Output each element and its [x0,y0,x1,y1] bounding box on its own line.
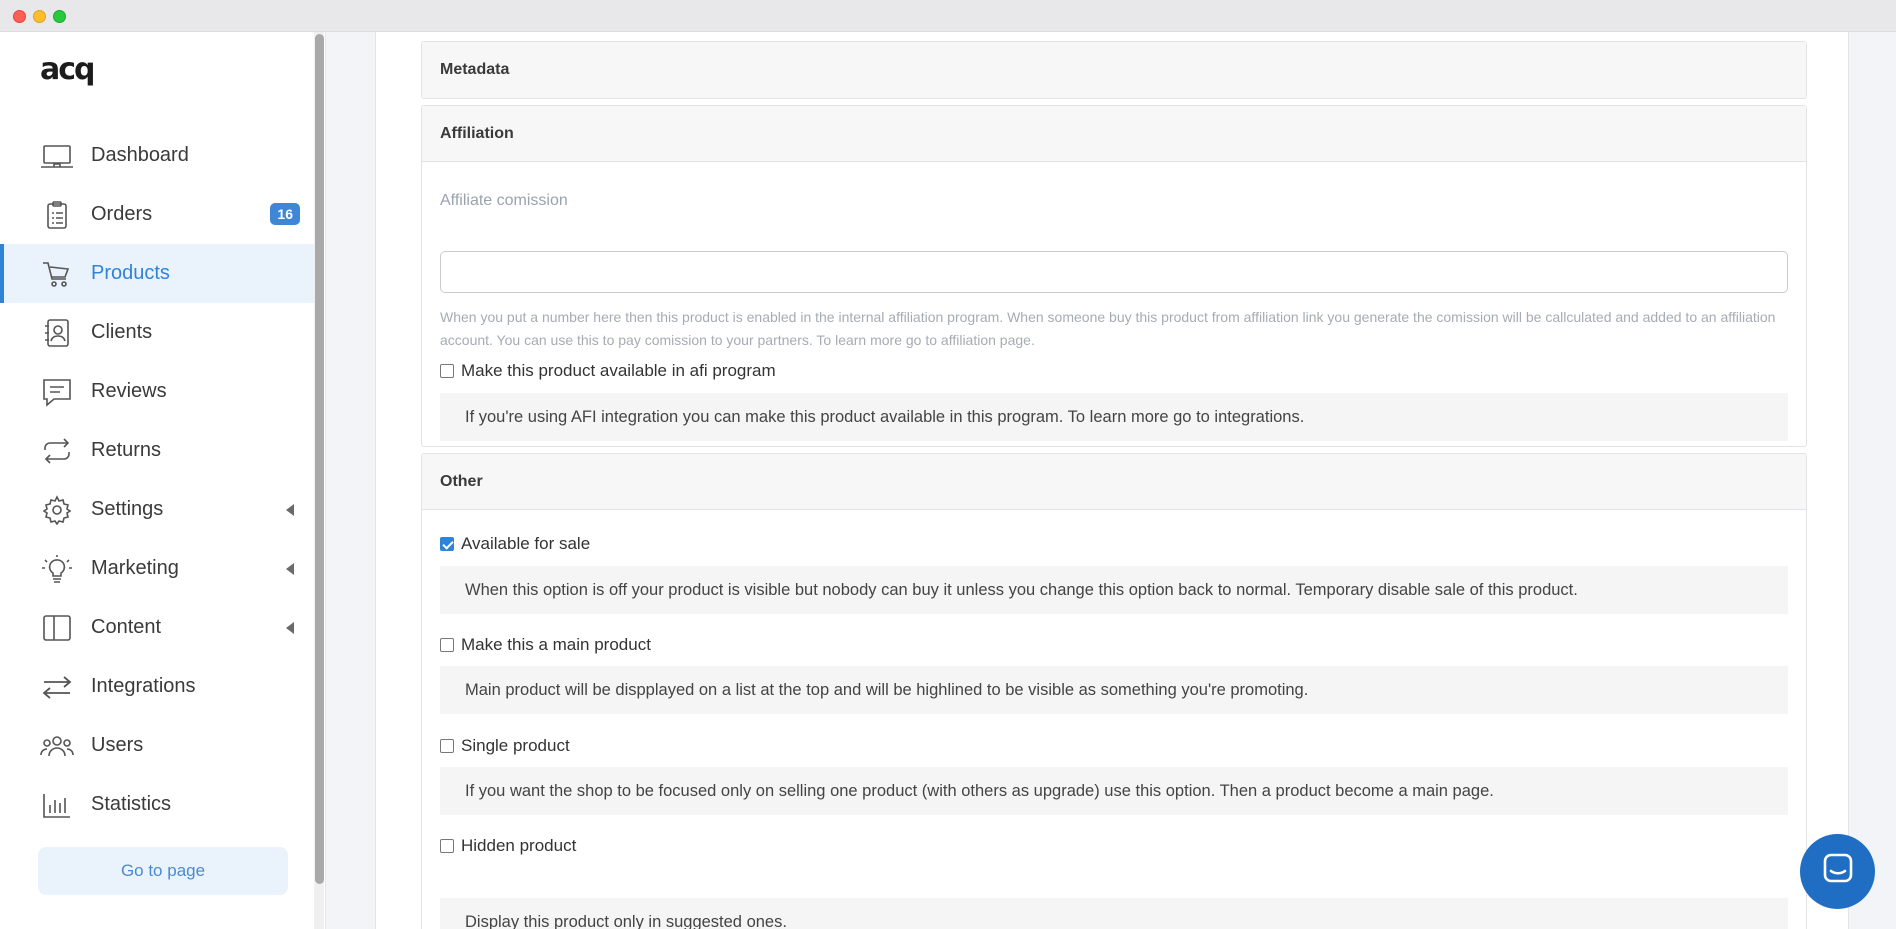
window-titlebar [0,0,1896,32]
sidebar-item-label: Integrations [91,675,196,697]
sidebar-item-label: Statistics [91,793,172,815]
orders-count-badge: 16 [270,203,300,225]
single-product-note: If you want the shop to be focused only on selling one product (with others as upgrade) use this option. Then a product become a main page. [440,767,1788,815]
contacts-icon [40,318,74,348]
metadata-section-header[interactable]: Metadata [422,42,1806,98]
sidebar-item-returns[interactable] [0,421,316,480]
affiliate-commission-label: Affiliate comission [440,192,568,209]
sidebar-item-statistics[interactable] [0,775,316,834]
sidebar-item-reviews[interactable] [0,362,316,421]
sidebar-item-products[interactable] [0,244,316,303]
sidebar-item-label: Dashboard [91,144,189,166]
single-product-checkbox[interactable] [440,739,454,753]
sidebar-scrollbar-thumb[interactable] [315,34,324,884]
layout-icon [40,613,74,643]
sidebar-item-marketing[interactable] [0,539,316,598]
available-for-sale-label: Available for sale [461,534,591,553]
chat-bubble-icon [1820,851,1856,892]
available-for-sale-option[interactable] [440,534,590,554]
bar-chart-icon [40,790,74,820]
chevron-left-icon [286,504,294,516]
repeat-icon [40,436,74,466]
sidebar-item-users[interactable] [0,716,316,775]
available-for-sale-note: When this option is off your product is visible but nobody can buy it unless you change this option back to normal. Temporary disable sale of this product. [440,566,1788,614]
maximize-window-button[interactable] [53,10,66,23]
chevron-left-icon [286,563,294,575]
chevron-left-icon [286,622,294,634]
sidebar-item-dashboard[interactable] [0,126,316,185]
main-product-checkbox[interactable] [440,638,454,652]
afi-program-label: Make this product available in afi program [461,361,776,380]
single-product-option[interactable] [440,736,570,756]
hidden-product-option[interactable] [440,836,576,856]
single-product-label: Single product [461,736,570,755]
hidden-product-note: Display this product only in suggested ones. [440,898,1788,929]
gear-icon [40,495,74,525]
other-section [421,453,1807,929]
affiliate-commission-help: When you put a number here then this product is enabled in the internal affiliation program. When someone buy this product from affiliation link you generate the comission will be callculated and added to an affiliation account. You can use this to pay comission to your partners. To learn more go to affiliation page. [440,309,1776,348]
minimize-window-button[interactable] [33,10,46,23]
sidebar-item-integrations[interactable] [0,657,316,716]
sidebar-item-label: Returns [91,439,162,461]
laptop-icon [40,141,74,171]
sidebar-item-label: Settings [91,498,164,520]
affiliation-section-header[interactable]: Affiliation [422,106,1806,162]
sidebar-item-label: Orders [91,203,153,225]
hidden-product-label: Hidden product [461,836,577,855]
close-window-button[interactable] [13,10,26,23]
users-icon [40,731,74,761]
clipboard-icon [40,200,74,230]
sidebar-item-label: Clients [91,321,153,343]
affiliate-commission-input[interactable] [440,251,1788,293]
app-logo[interactable]: acq [40,52,94,87]
available-for-sale-checkbox[interactable] [440,537,454,551]
main-content [327,32,1896,929]
sidebar-item-orders[interactable] [0,185,316,244]
chat-launcher-button[interactable] [1800,834,1875,909]
afi-program-checkbox[interactable] [440,364,454,378]
sidebar-item-label: Users [91,734,144,756]
hidden-product-checkbox[interactable] [440,839,454,853]
metadata-section [421,41,1807,99]
affiliation-section [421,105,1807,447]
sidebar-nav [0,126,316,834]
afi-program-option[interactable] [440,361,776,381]
sidebar-item-clients[interactable] [0,303,316,362]
sidebar-item-settings[interactable] [0,480,316,539]
sidebar-item-label: Marketing [91,557,179,579]
main-product-option[interactable] [440,635,651,655]
message-icon [40,377,74,407]
main-product-label: Make this a main product [461,635,651,654]
main-product-note: Main product will be dispplayed on a list at the top and will be highlined to be visible as something you're promoting. [440,666,1788,714]
cart-icon [40,259,74,289]
arrows-icon [40,672,74,702]
afi-program-note: If you're using AFI integration you can make this product available in this program. To learn more go to integrations. [440,393,1788,441]
sidebar-scrollbar[interactable] [314,32,324,929]
sidebar-item-label: Products [91,262,170,284]
sidebar [0,32,326,929]
sidebar-item-label: Content [91,616,162,638]
sidebar-item-content[interactable] [0,598,316,657]
go-to-page-button[interactable]: Go to page [38,847,288,895]
product-form-panel [375,32,1849,929]
sidebar-item-label: Reviews [91,380,167,402]
lightbulb-icon [40,554,74,584]
other-section-header[interactable]: Other [422,454,1806,510]
